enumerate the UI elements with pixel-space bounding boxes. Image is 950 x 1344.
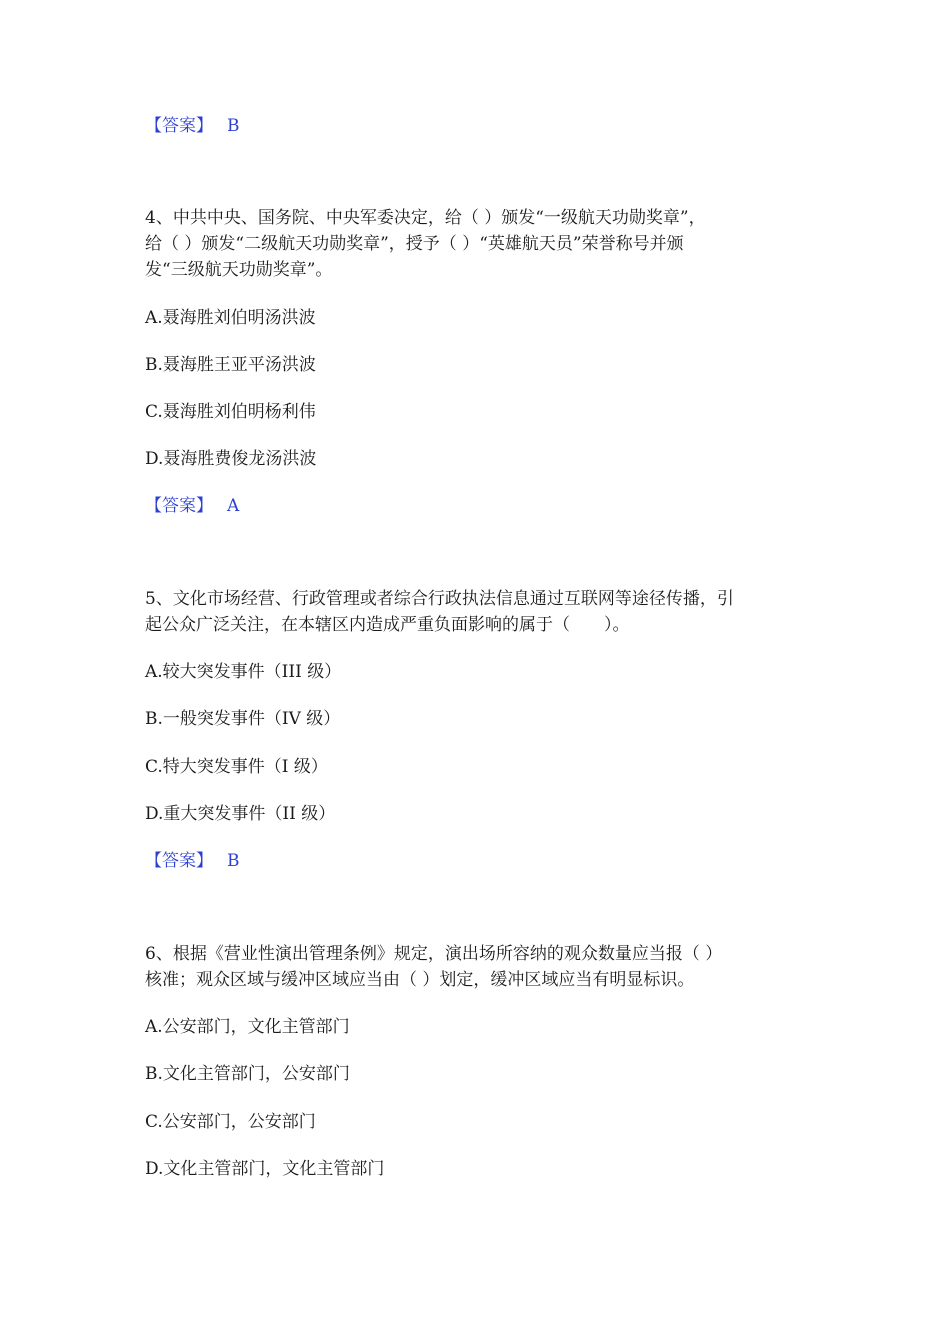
question-6-option-d: D.文化主管部门，文化主管部门	[145, 1159, 385, 1179]
question-5-option-b: B.一般突发事件（IV 级）	[145, 709, 341, 729]
answer-value: A	[227, 496, 240, 516]
question-4-option-c: C.聂海胜刘伯明杨利伟	[145, 402, 316, 422]
answer-value: B	[227, 116, 240, 136]
answer-q5	[145, 851, 240, 871]
question-5-option-c: C.特大突发事件（I 级）	[145, 757, 328, 777]
question-4-option-d: D.聂海胜费俊龙汤洪波	[145, 449, 317, 469]
question-5-line-2: 起公众广泛关注，在本辖区内造成严重负面影响的属于（ ）。	[145, 615, 630, 635]
question-4-line-1: 4、中共中央、国务院、中央军委决定，给（ ）颁发“一级航天功勋奖章”，	[145, 208, 706, 228]
question-5-option-a: A.较大突发事件（III 级）	[145, 662, 342, 682]
question-6-option-a: A.公安部门，文化主管部门	[145, 1017, 350, 1037]
answer-prev	[145, 116, 240, 136]
question-6-option-b: B.文化主管部门，公安部门	[145, 1064, 350, 1084]
question-4-line-3: 发“三级航天功勋奖章”。	[145, 260, 333, 280]
answer-q4	[145, 496, 239, 516]
answer-label: 【答案】	[145, 851, 213, 871]
answer-label: 【答案】	[145, 116, 213, 136]
question-4-line-2: 给（ ）颁发“二级航天功勋奖章”，授予（ ）“英雄航天员”荣誉称号并颁	[145, 234, 684, 254]
question-4-option-b: B.聂海胜王亚平汤洪波	[145, 355, 316, 375]
answer-label: 【答案】	[145, 496, 213, 516]
answer-value: B	[227, 851, 240, 871]
question-5-line-1: 5、文化市场经营、行政管理或者综合行政执法信息通过互联网等途径传播，引	[145, 589, 734, 609]
question-6-line-2: 核准；观众区域与缓冲区域应当由（ ）划定，缓冲区域应当有明显标识。	[145, 970, 695, 990]
question-6-option-c: C.公安部门，公安部门	[145, 1112, 316, 1132]
question-5-option-d: D.重大突发事件（II 级）	[145, 804, 336, 824]
question-4-option-a: A.聂海胜刘伯明汤洪波	[145, 308, 316, 328]
question-6-line-1: 6、根据《营业性演出管理条例》规定，演出场所容纳的观众数量应当报（ ）	[145, 944, 723, 964]
